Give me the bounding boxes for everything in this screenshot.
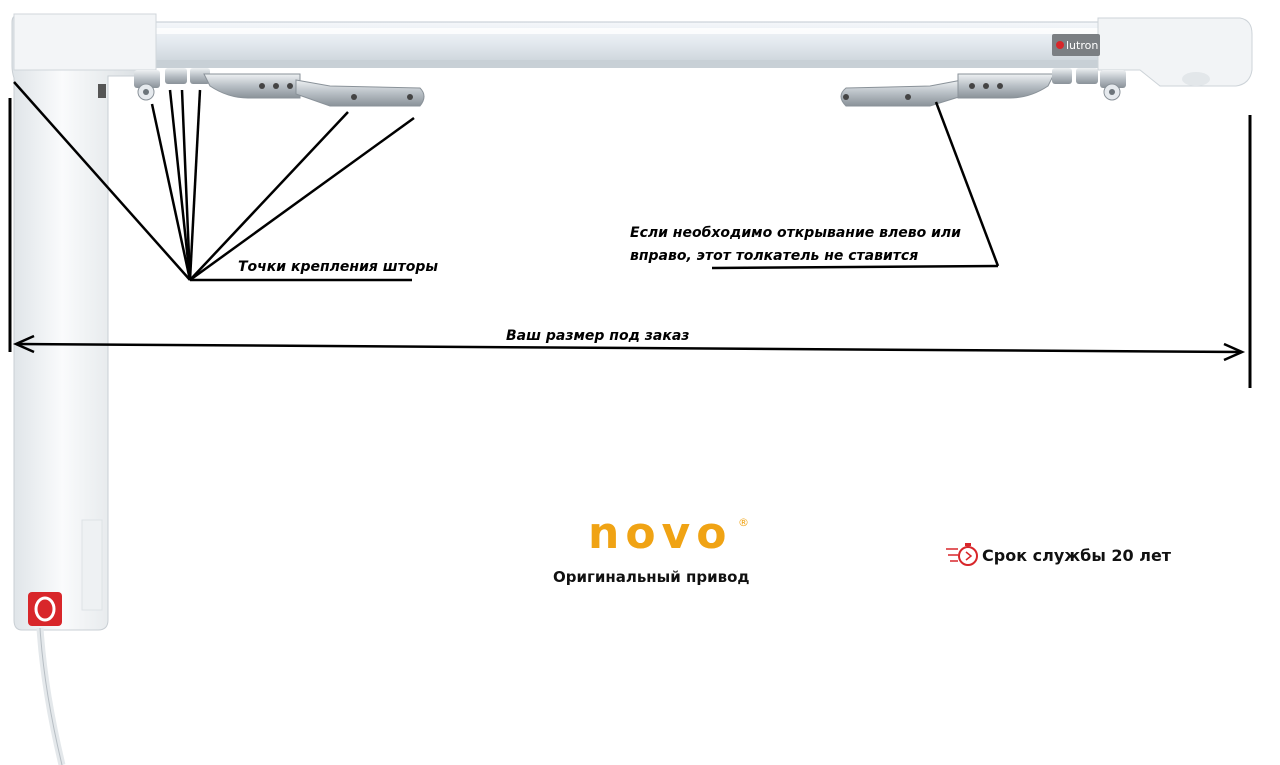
right-carriers [841,68,1126,106]
pusher-note-line2: вправо, этот толкатель не ставится [630,248,919,264]
brand-block [553,508,750,586]
motor-unit [12,14,156,765]
power-cable [40,628,62,765]
attach-points-label: Точки крепления шторы [238,259,439,275]
pusher-leader [712,102,998,268]
stopwatch-icon [946,543,977,565]
brand-logo: novo [588,508,733,559]
left-carriers [134,68,424,106]
custom-size-label: Ваш размер под заказ [506,328,690,344]
pusher-note-line1: Если необходимо открывание влево или [630,225,961,241]
motor-logo-icon [28,592,62,626]
lifespan-badge [946,543,1172,565]
rail-logo-text: lutron [1066,39,1099,52]
size-dimension [10,98,1250,388]
registered-mark: ® [738,516,749,529]
rail-logo-icon [1052,34,1100,56]
product-tagline: Оригинальный привод [553,568,750,586]
lifespan-text: Срок службы 20 лет [982,546,1172,565]
